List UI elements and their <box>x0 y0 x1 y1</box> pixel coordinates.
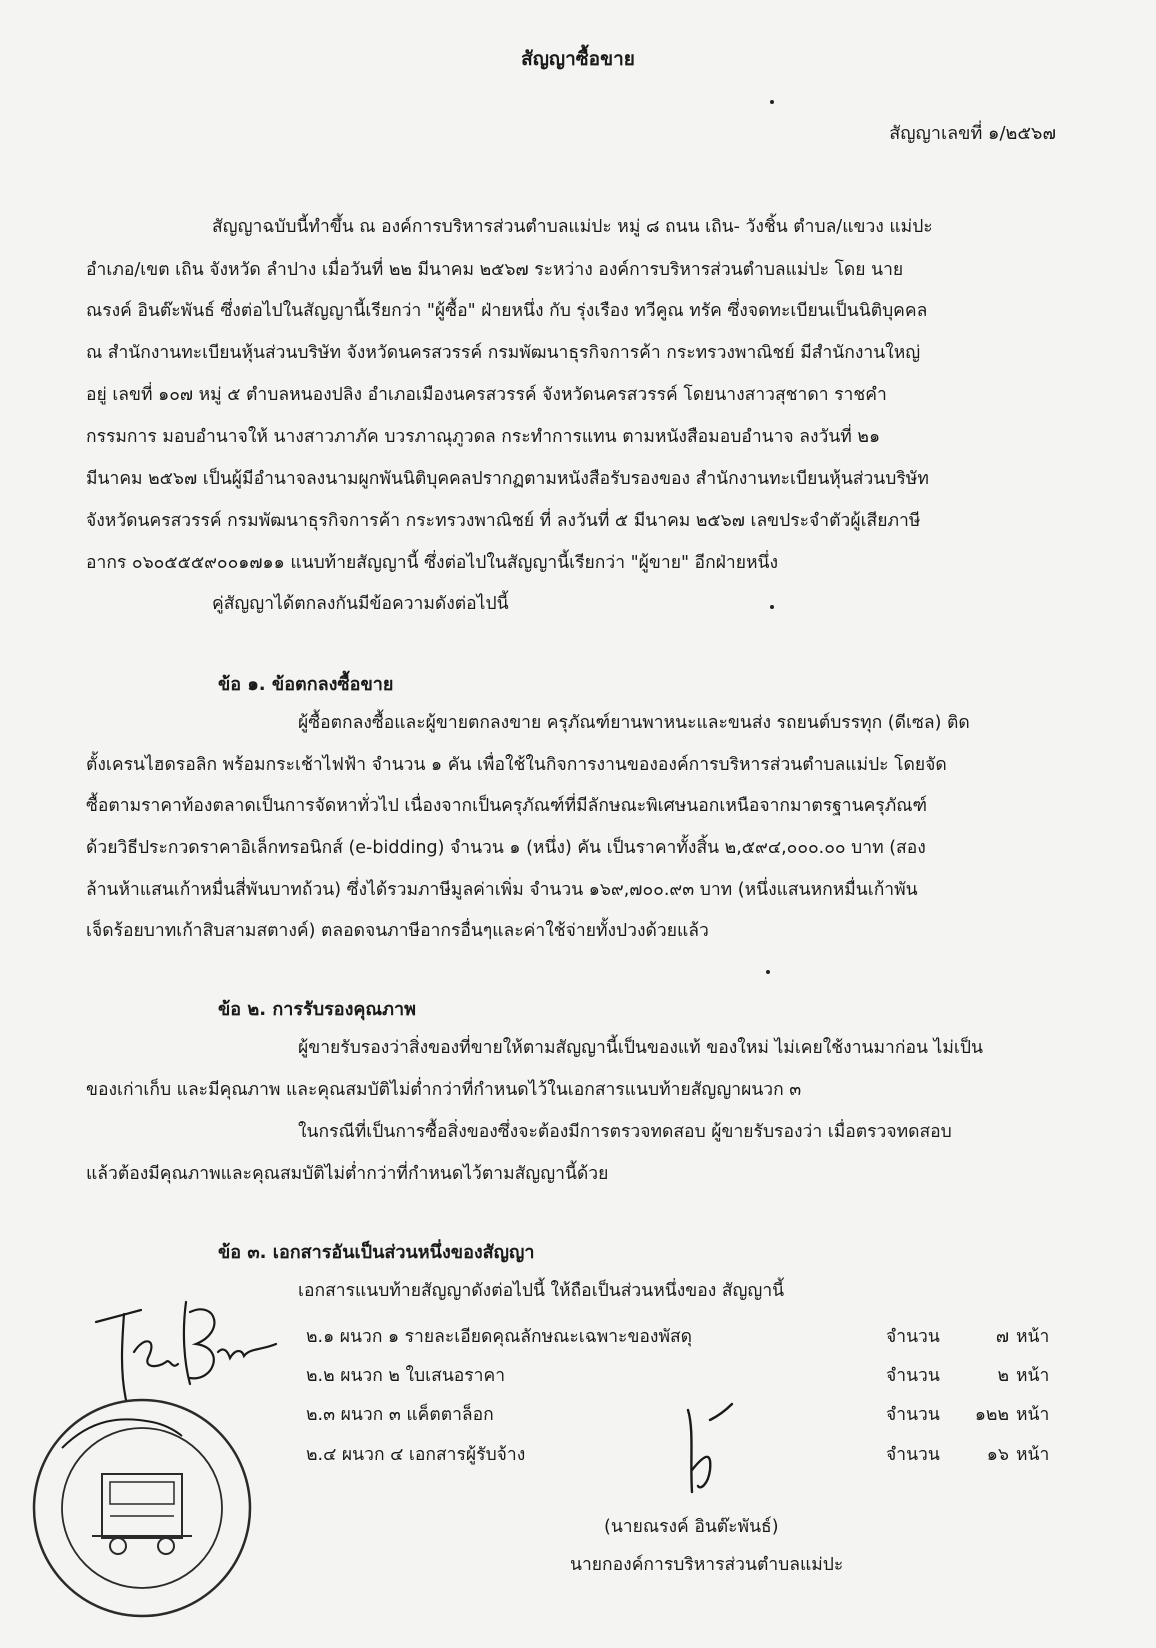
clause-3-heading: ข้อ ๓. เอกสารอันเป็นส่วนหนึ่งของสัญญา <box>218 1242 535 1263</box>
attachment-unit: จำนวน <box>886 1445 940 1465</box>
clause-2-line: ในกรณีที่เป็นการซื้อสิ่งของซึ่งจะต้องมีการตรวจทดสอบ ผู้ขายรับรองว่า เมื่อตรวจทดสอบ <box>298 1122 952 1142</box>
attachment-unit: จำนวน <box>886 1366 940 1386</box>
clause-1-line: ล้านห้าแสนเก้าหมื่นสี่พันบาทถ้วน) ซึ่งได้รวมภาษีมูลค่าเพิ่ม จำนวน ๑๖๙,๗๐๐.๙๓ บาท (หนึ่งแสนหกหมื่นเก้าพัน <box>86 880 918 900</box>
attachment-page-unit: หน้า <box>1016 1405 1050 1425</box>
preamble-line: อยู่ เลขที่ ๑๐๗ หมู่ ๕ ตำบลหนองปลิง อำเภอเมืองนครสวรรค์ จังหวัดนครสวรรค์ โดยนางสาวสุชาดา ราชคำ <box>86 385 887 405</box>
company-stamp <box>22 1388 262 1628</box>
preamble-line: ณรงค์ อินต๊ะพันธ์ ซึ่งต่อไปในสัญญานี้เรียกว่า "ผู้ซื้อ" ฝ่ายหนึ่ง กับ รุ่งเรือง ทวีคูณ ทรัค ซึ่งจดทะเบียนเป็นนิติบุคคล <box>86 301 928 321</box>
clause-1-line: ผู้ซื้อตกลงซื้อและผู้ขายตกลงขาย ครุภัณฑ์ยานพาหนะและขนส่ง รถยนต์บรรทุก (ดีเซล) ติด <box>298 713 970 733</box>
agreement-line: คู่สัญญาได้ตกลงกันมีข้อความดังต่อไปนี้ <box>212 594 509 614</box>
clause-1-line: ซื้อตามราคาท้องตลาดเป็นการจัดหาทั่วไป เนื่องจากเป็นครุภัณฑ์ที่มีลักษณะพิเศษนอกเหนือจากมาตรฐานครุภัณฑ์ <box>86 796 927 816</box>
preamble-line: จังหวัดนครสวรรค์ กรมพัฒนาธุรกิจการค้า กระทรวงพาณิชย์ ที่ ลงวันที่ ๕ มีนาคม ๒๕๖๗ เลขประจำตัวผู้เสียภาษี <box>86 511 921 531</box>
signatory-title: นายกองค์การบริหารส่วนตำบลแม่ปะ <box>570 1555 844 1575</box>
attachment-name: ๒.๓ ผนวก ๓ แค็ตตาล็อก <box>306 1405 494 1425</box>
clause-1-line: เจ็ดร้อยบาทเก้าสิบสามสตางค์) ตลอดจนภาษีอากรอื่นๆและค่าใช้จ่ายทั้งปวงด้วยแล้ว <box>86 921 709 941</box>
attachment-name: ๒.๑ ผนวก ๑ รายละเอียดคุณลักษณะเฉพาะของพัสดุ <box>306 1327 693 1347</box>
attachment-name: ๒.๒ ผนวก ๒ ใบเสนอราคา <box>306 1366 506 1386</box>
clause-2-line: ของเก่าเก็บ และมีคุณภาพ และคุณสมบัติไม่ต่ำกว่าที่กำหนดไว้ในเอกสารแนบท้ายสัญญาผนวก ๓ <box>86 1080 802 1100</box>
attachment-count: ๑๒๒ <box>974 1405 1009 1425</box>
clause-1-line: ด้วยวิธีประกวดราคาอิเล็กทรอนิกส์ (e-bidding) จำนวน ๑ (หนึ่ง) คัน เป็นราคาทั้งสิ้น ๒,๕๙๔,๐๐๐.๐๐ บาท (สอง <box>86 838 926 858</box>
clause-2-line: แล้วต้องมีคุณภาพและคุณสมบัติไม่ต่ำกว่าที่กำหนดไว้ตามสัญญานี้ด้วย <box>86 1164 609 1184</box>
attachment-page-unit: หน้า <box>1016 1327 1050 1347</box>
preamble-line: สัญญาฉบับนี้ทำขึ้น ณ องค์การบริหารส่วนตำบลแม่ปะ หมู่ ๘ ถนน เถิน- วังชิ้น ตำบล/แขวง แม่ปะ <box>212 217 933 237</box>
preamble-line: ณ สำนักงานทะเบียนหุ้นส่วนบริษัท จังหวัดนครสวรรค์ กรมพัฒนาธุรกิจการค้า กระทรวงพาณิชย์ มีสำนักงานใหญ่ <box>86 343 921 363</box>
clause-2-heading: ข้อ ๒. การรับรองคุณภาพ <box>218 999 416 1020</box>
scan-speck <box>766 970 770 974</box>
buyer-signature <box>680 1400 740 1500</box>
clause-1-heading: ข้อ ๑. ข้อตกลงซื้อขาย <box>218 674 394 695</box>
scan-speck <box>770 100 774 104</box>
clause-1-line: ตั้งเครนไฮดรอลิก พร้อมกระเช้าไฟฟ้า จำนวน ๑ คัน เพื่อใช้ในกิจการงานขององค์การบริหารส่วนตำบลแม่ปะ โดยจัด <box>86 755 947 775</box>
attachment-unit: จำนวน <box>886 1327 940 1347</box>
preamble-line: อากร ๐๖๐๕๕๕๙๐๐๑๗๑๑ แนบท้ายสัญญานี้ ซึ่งต่อไปในสัญญานี้เรียกว่า "ผู้ขาย" อีกฝ่ายหนึ่ง <box>86 553 779 573</box>
document-title: สัญญาซื้อขาย <box>521 48 635 70</box>
preamble-line: อำเภอ/เขต เถิน จังหวัด ลำปาง เมื่อวันที่ ๒๒ มีนาคม ๒๕๖๗ ระหว่าง องค์การบริหารส่วนตำบลแม่ปะ โดย นาย <box>86 260 904 280</box>
attachment-count: ๒ <box>997 1366 1009 1386</box>
clause-3-intro: เอกสารแนบท้ายสัญญาดังต่อไปนี้ ให้ถือเป็นส่วนหนึ่งของ สัญญานี้ <box>298 1281 785 1301</box>
attachment-count: ๑๖ <box>986 1445 1009 1465</box>
attachment-page-unit: หน้า <box>1016 1366 1050 1386</box>
attachment-count: ๗ <box>995 1327 1009 1347</box>
preamble-line: กรรมการ มอบอำนาจให้ นางสาวภาภัค บวรภาณุภูวดล กระทำการแทน ตามหนังสือมอบอำนาจ ลงวันที่ ๒๑ <box>86 427 881 447</box>
preamble-line: มีนาคม ๒๕๖๗ เป็นผู้มีอำนาจลงนามผูกพันนิติบุคคลปรากฏตามหนังสือรับรองของ สำนักงานทะเบียนหุ้นส่วนบริษัท <box>86 469 929 489</box>
signatory-name: (นายณรงค์ อินต๊ะพันธ์) <box>604 1517 779 1537</box>
attachment-name: ๒.๔ ผนวก ๔ เอกสารผู้รับจ้าง <box>306 1445 526 1465</box>
attachment-page-unit: หน้า <box>1016 1445 1050 1465</box>
contract-number: สัญญาเลขที่ ๑/๒๕๖๗ <box>889 123 1056 144</box>
clause-2-line: ผู้ขายรับรองว่าสิ่งของที่ขายให้ตามสัญญานี้เป็นของแท้ ของใหม่ ไม่เคยใช้งานมาก่อน ไม่เป็น <box>298 1038 983 1058</box>
scan-speck <box>770 605 774 609</box>
attachment-unit: จำนวน <box>886 1405 940 1425</box>
